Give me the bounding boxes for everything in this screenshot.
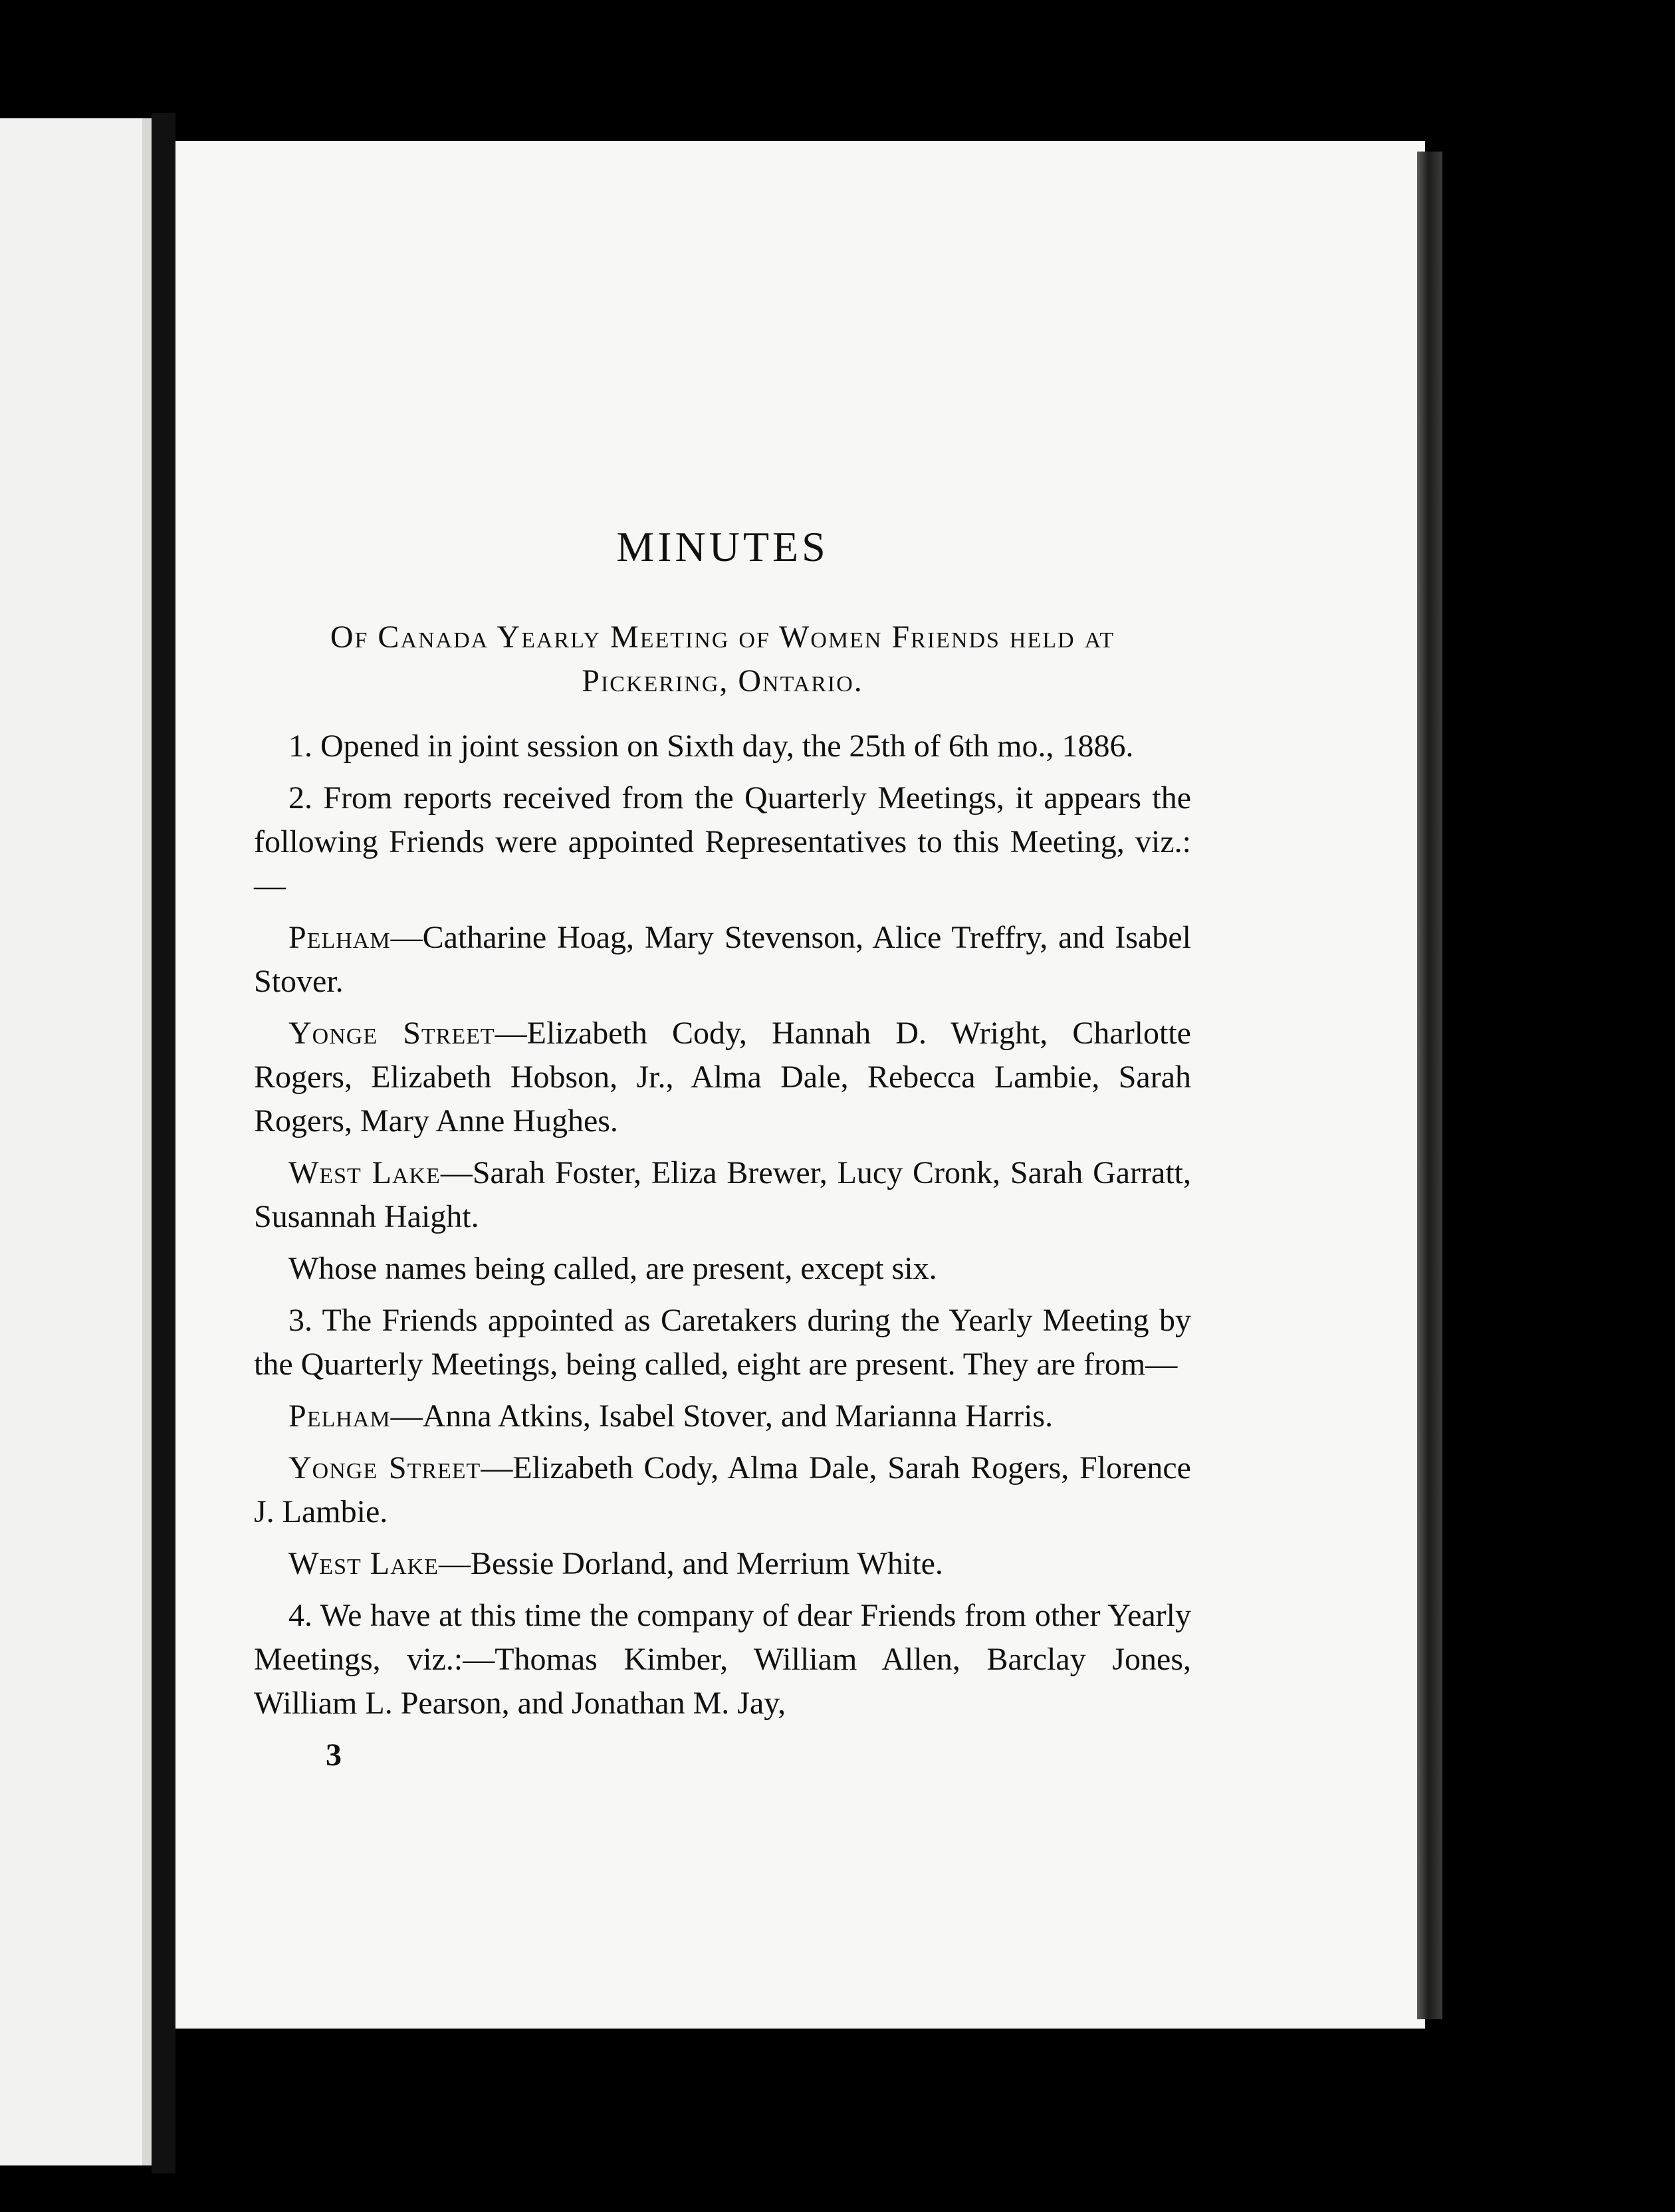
names-list: —Anna Atkins, Isabel Stover, and Marianna Harris. (390, 1398, 1054, 1434)
representatives-pelham (254, 916, 1191, 1004)
place-name: West Lake (288, 1155, 441, 1190)
minute-number: 1. (288, 728, 312, 764)
minute-text: The Friends appointed as Caretakers during the Yearly Meeting by the Quarterly Meetings, being called, eight are present. They are from— (254, 1303, 1191, 1382)
place-name: Yonge Street (288, 1450, 481, 1486)
names-list: —Elizabeth Cody, Alma Dale, Sarah Rogers, Florence J. Lambie. (254, 1450, 1191, 1529)
minute-number: 3. (288, 1303, 312, 1338)
minute-number: 2. (288, 780, 312, 816)
representatives-west-lake (254, 1151, 1191, 1239)
page-number: 3 (326, 1737, 342, 1773)
minute-number: 4. (288, 1598, 312, 1633)
place-name: West Lake (288, 1546, 439, 1581)
page-edge (1417, 152, 1442, 2019)
place-name: Pelham (288, 920, 391, 955)
minute-text: Opened in joint session on Sixth day, the 25th of 6th mo., 1886. (312, 728, 1134, 764)
names-list: —Catharine Hoag, Mary Stevenson, Alice Treffry, and Isabel Stover. (254, 920, 1191, 999)
minute-1 (254, 724, 1191, 768)
left-page (0, 118, 152, 2165)
minute-3 (254, 1299, 1191, 1386)
minute-text: We have at this time the company of dear Friends from other Yearly Meetings, viz.:—Thomas Kimber, William Allen, Barclay Jones, William L. Pearson, and Jonathan M. Jay, (254, 1598, 1191, 1721)
minute-text: From reports received from the Quarterly Meetings, it appears the following Friends were appointed Representatives to this Meeting, viz.:— (254, 780, 1191, 903)
page-text (254, 525, 1191, 1777)
representatives-yonge-street (254, 1012, 1191, 1143)
caretakers-yonge-street (254, 1446, 1191, 1534)
minute-4 (254, 1594, 1191, 1725)
names-list: —Bessie Dorland, and Merrium White. (438, 1546, 943, 1581)
place-name: Pelham (288, 1398, 391, 1434)
book-gutter (152, 113, 175, 2173)
page-subtitle: Of Canada Yearly Meeting of Women Friends held at Pickering, Ontario. (330, 619, 1115, 699)
page-title: MINUTES (616, 523, 829, 570)
place-name: Yonge Street (288, 1016, 495, 1051)
names-list: —Sarah Foster, Eliza Brewer, Lucy Cronk, Sarah Garratt, Susannah Haight. (254, 1155, 1191, 1234)
caretakers-pelham (254, 1394, 1191, 1438)
caretakers-west-lake (254, 1542, 1191, 1586)
minute-2 (254, 776, 1191, 908)
roll-call: Whose names being called, are present, except six. (288, 1251, 937, 1286)
names-list: —Elizabeth Cody, Hannah D. Wright, Charlotte Rogers, Elizabeth Hobson, Jr., Alma Dale, Rebecca Lambie, Sarah Rogers, Mary Anne Hughes. (254, 1016, 1191, 1139)
